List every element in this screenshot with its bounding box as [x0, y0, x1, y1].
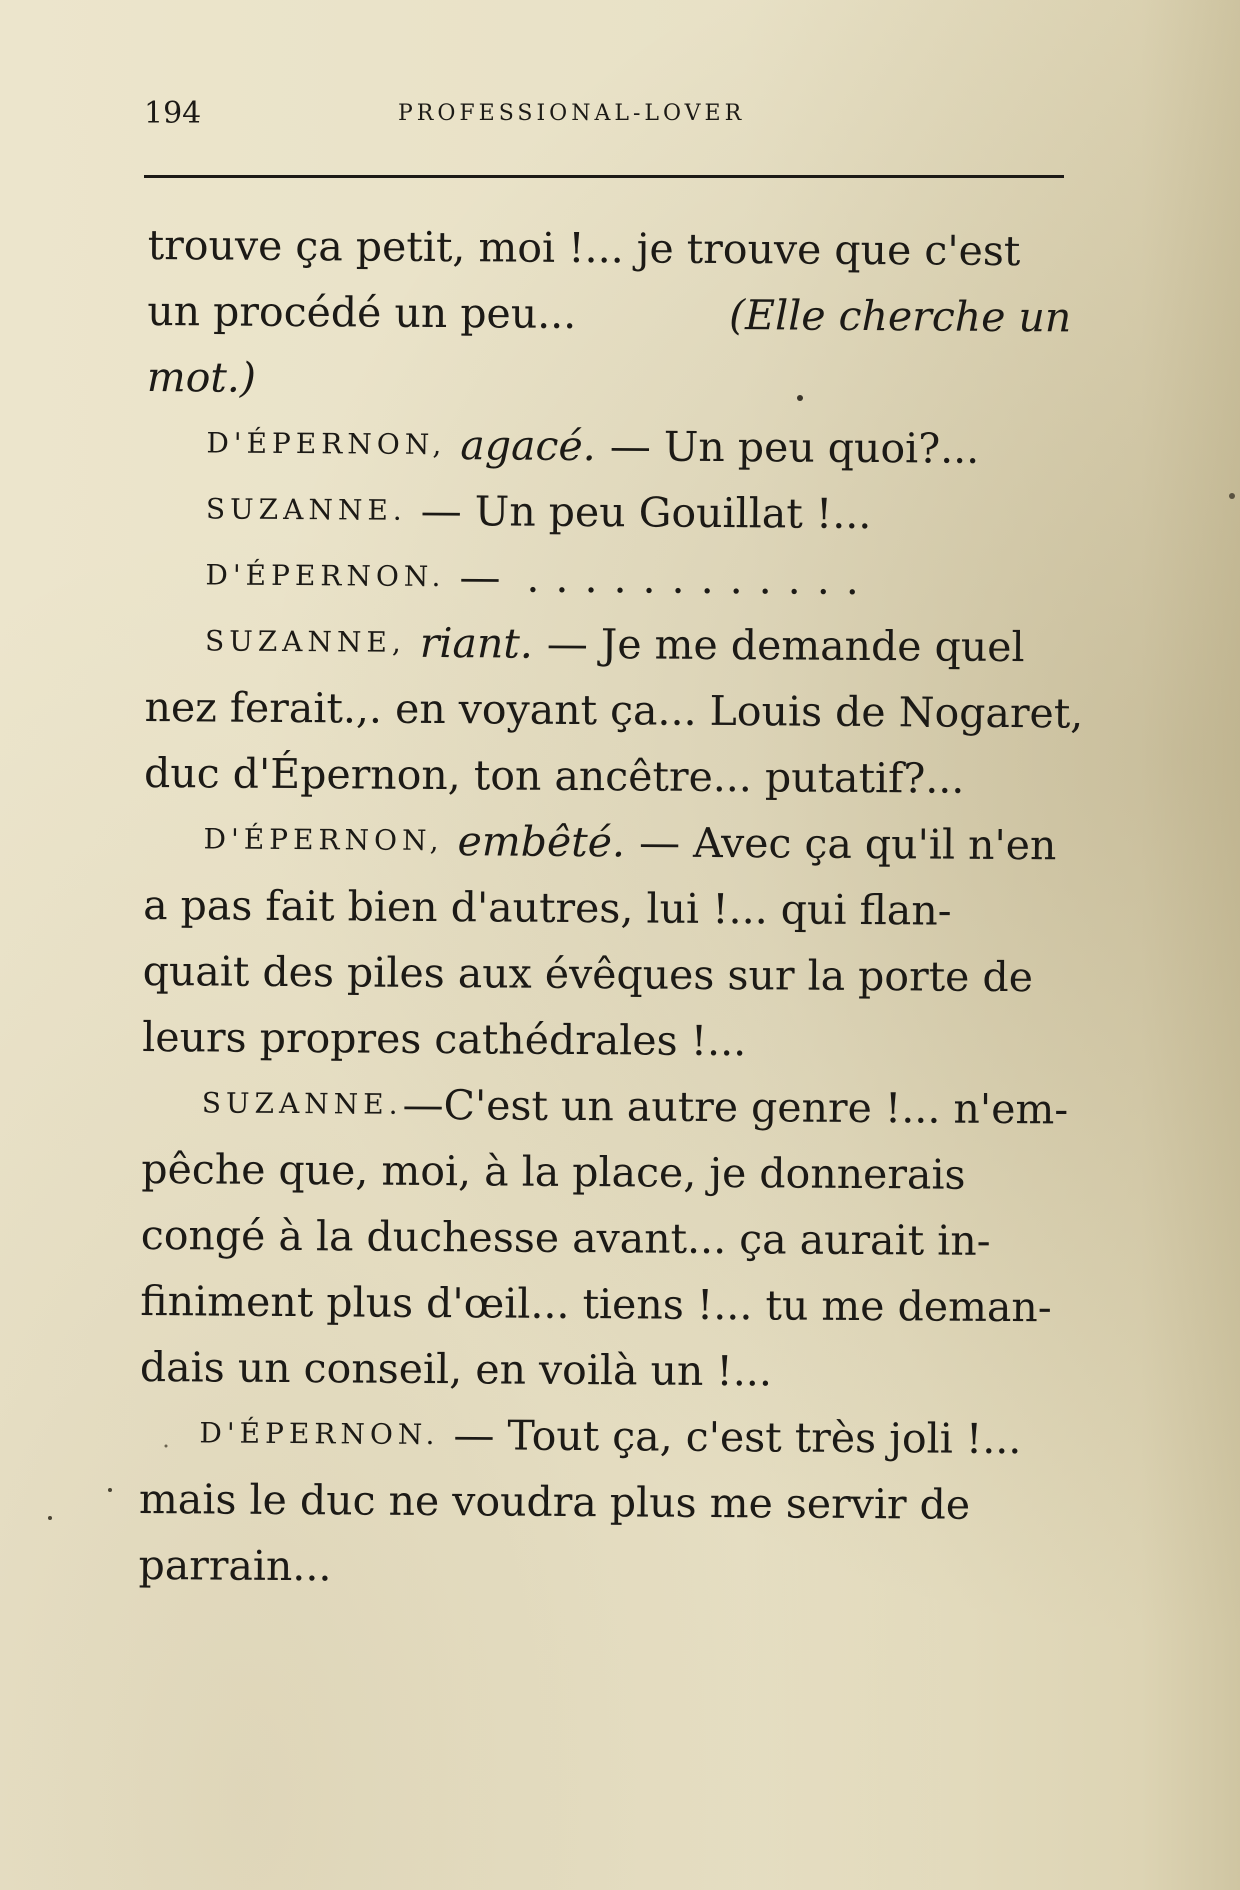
text-line — [140, 1334, 1064, 1406]
line-text: quait des piles aux évêques sur la porte de — [142, 946, 1034, 1002]
text-line — [142, 938, 1066, 1010]
line-text: leurs propres cathédrales !... — [142, 1012, 747, 1066]
speaker-name: D'ÉPERNON. — [199, 1416, 440, 1452]
paper-speck — [108, 1488, 112, 1492]
dialogue-text: — Un peu quoi?... — [609, 422, 980, 473]
stage-direction: riant. — [419, 618, 534, 668]
dialogue-line — [146, 410, 1070, 482]
text-line — [147, 344, 1071, 416]
play-text — [138, 212, 1084, 1604]
ellipsis-dots: ............ — [526, 553, 876, 605]
line-text: dais un conseil, en voilà un !... — [139, 1342, 773, 1396]
line-text: finiment plus d'œil... tiens !... tu me deman- — [140, 1276, 1052, 1332]
line-text: nez ferait.,. en voyant ça... Louis de Nogaret, — [144, 682, 1084, 738]
text-line — [139, 1466, 1063, 1538]
stage-direction: mot.) — [146, 352, 257, 402]
text-line — [141, 1202, 1065, 1274]
speaker-name: D'ÉPERNON. — [205, 558, 446, 594]
page-header — [144, 96, 1064, 136]
dialogue-dash: — — [459, 553, 501, 602]
running-title: PROFESSIONAL-LOVER — [398, 101, 746, 126]
speaker-name: SUZANNE. — [205, 492, 407, 527]
dialogue-line — [139, 1400, 1063, 1472]
line-text: parrain... — [138, 1540, 332, 1591]
page-number: 194 — [144, 96, 202, 131]
paper-speck — [48, 1516, 52, 1520]
stage-direction: embêté. — [457, 817, 626, 867]
dialogue-text: — Tout ça, c'est très joli !... — [453, 1411, 1022, 1464]
speaker-name: D'ÉPERNON, — [203, 822, 444, 858]
line-text: duc d'Épernon, ton ancêtre... putatif?... — [143, 748, 965, 803]
dialogue-line — [146, 476, 1070, 548]
dialogue-text: —C'est un autre genre !... n'em- — [402, 1080, 1069, 1134]
header-rule — [144, 175, 1064, 178]
stage-direction: (Elle cherche un — [728, 291, 1072, 342]
text-line — [144, 674, 1084, 746]
line-text: un procédé un peu... — [147, 286, 577, 338]
speaker-name: SUZANNE. — [201, 1086, 403, 1121]
line-text: congé à la duchesse avant... ça aurait in- — [140, 1210, 991, 1265]
dialogue-text: — Un peu Gouillat !... — [420, 486, 872, 539]
dialogue-line — [142, 1070, 1069, 1142]
speaker-name: SUZANNE, — [204, 624, 406, 659]
dialogue-text: — Je me demande quel — [546, 619, 1025, 672]
dialogue-line — [145, 542, 1069, 614]
text-line — [148, 212, 1072, 284]
dialogue-text: — Avec ça qu'il n'en — [638, 818, 1057, 870]
text-line — [141, 1136, 1065, 1208]
dialogue-line — [145, 608, 1069, 680]
line-text: pêche que, moi, à la place, je donnerais — [141, 1144, 966, 1199]
text-line — [147, 278, 1071, 350]
text-line — [142, 1004, 1066, 1076]
dialogue-line — [143, 806, 1067, 878]
text-line — [140, 1268, 1064, 1340]
line-text: mais le duc ne voudra plus me servir de — [138, 1474, 971, 1529]
speaker-name: D'ÉPERNON, — [206, 426, 447, 462]
text-line — [144, 740, 1068, 812]
line-text: trouve ça petit, moi !... je trouve que c'est — [147, 220, 1021, 276]
text-line — [143, 872, 1067, 944]
paper-speck — [1229, 493, 1235, 499]
stage-direction: agacé. — [460, 421, 596, 471]
text-line — [138, 1532, 1062, 1604]
line-text: a pas fait bien d'autres, lui !... qui flan- — [142, 880, 952, 935]
